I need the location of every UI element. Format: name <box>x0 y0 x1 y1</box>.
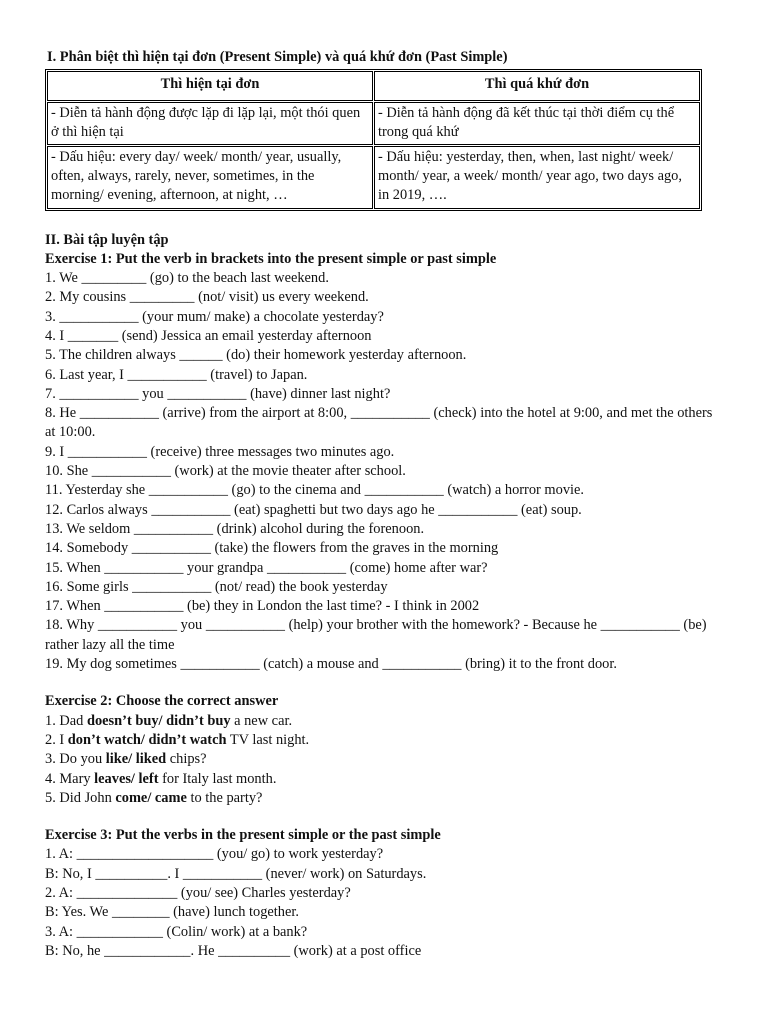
answer-options: come/ came <box>115 789 187 806</box>
list-item: B: No, he ____________. He __________ (work) at a post office <box>45 942 422 959</box>
list-item: 3. ___________ (your mum/ make) a chocolate yesterday? <box>45 308 384 325</box>
list-item: 1. We _________ (go) to the beach last weekend. <box>45 270 329 287</box>
list-item: 5. Did John come/ came to the party? <box>45 789 263 806</box>
exercise3-list <box>45 845 724 961</box>
list-item: 3. A: ____________ (Colin/ work) at a bank? <box>45 923 308 940</box>
list-item: 9. I ___________ (receive) three messages two minutes ago. <box>45 443 395 460</box>
list-item: 4. Mary leaves/ left for Italy last month. <box>45 770 277 787</box>
comparison-table <box>45 69 702 210</box>
section2-title: II. Bài tập luyện tập <box>45 231 169 248</box>
list-item: B: Yes. We ________ (have) lunch together. <box>45 904 299 921</box>
list-item: 1. A: ___________________ (you/ go) to work yesterday? <box>45 846 384 863</box>
table-cell-signals-present: - Dấu hiệu: every day/ week/ month/ year, usually, often, always, rarely, never, sometimes, in the morning/ evening, afternoon, at night, … <box>47 146 373 209</box>
list-item: 12. Carlos always ___________ (eat) spaghetti but two days ago he ___________ (eat) soup. <box>45 501 582 518</box>
table-header-past: Thì quá khứ đơn <box>374 71 700 100</box>
list-item: 19. My dog sometimes ___________ (catch) a mouse and ___________ (bring) it to the front door. <box>45 656 617 673</box>
list-item: 13. We seldom ___________ (drink) alcohol during the forenoon. <box>45 520 425 537</box>
list-item: 3. Do you like/ liked chips? <box>45 751 207 768</box>
list-item: B: No, I __________. I ___________ (never/ work) on Saturdays. <box>45 865 427 882</box>
table-cell-usage-past: - Diễn tả hành động đã kết thúc tại thời điểm cụ thể trong quá khứ <box>374 102 700 145</box>
list-item: 16. Some girls ___________ (not/ read) the book yesterday <box>45 578 388 595</box>
list-item: 4. I _______ (send) Jessica an email yesterday afternoon <box>45 328 372 344</box>
list-item: 6. Last year, I ___________ (travel) to Japan. <box>45 366 308 383</box>
exercise1-title: Exercise 1: Put the verb in brackets into the present simple or past simple <box>45 250 497 267</box>
list-item: 8. He ___________ (arrive) from the airport at 8:00, ___________ (check) into the hotel at 9:00, and met the others at 10:00. <box>45 405 713 441</box>
list-item: 18. Why ___________ you ___________ (help) your brother with the homework? - Because he ___________ (be) rather lazy all the time <box>45 617 707 653</box>
exercise3-title: Exercise 3: Put the verbs in the present simple or the past simple <box>45 827 441 844</box>
table-row <box>47 102 700 145</box>
list-item: 10. She ___________ (work) at the movie theater after school. <box>45 463 406 480</box>
answer-options: leaves/ left <box>94 770 159 787</box>
table-row <box>47 146 700 209</box>
table-header-present: Thì hiện tại đơn <box>47 71 373 100</box>
exercise2-title: Exercise 2: Choose the correct answer <box>45 693 279 710</box>
list-item: 11. Yesterday she ___________ (go) to the cinema and ___________ (watch) a horror movie. <box>45 482 585 499</box>
exercise1-list <box>45 269 724 674</box>
exercise2-list <box>45 712 724 808</box>
list-item: 2. I don’t watch/ didn’t watch TV last night. <box>45 731 310 748</box>
list-item: 17. When ___________ (be) they in London the last time? - I think in 2002 <box>45 598 480 615</box>
list-item: 2. A: ______________ (you/ see) Charles yesterday? <box>45 885 351 902</box>
table-cell-signals-past: - Dấu hiệu: yesterday, then, when, last night/ week/ month/ year, a week/ month/ year ago, two days ago, in 2019, …. <box>374 146 700 209</box>
list-item: 5. The children always ______ (do) their homework yesterday afternoon. <box>45 347 467 364</box>
answer-options: like/ liked <box>105 751 167 768</box>
answer-options: doesn’t buy/ didn’t buy <box>86 712 231 729</box>
list-item: 14. Somebody ___________ (take) the flowers from the graves in the morning <box>45 540 499 557</box>
table-cell-usage-present: - Diễn tả hành động được lặp đi lặp lại, một thói quen ở thì hiện tại <box>47 102 373 145</box>
list-item: 2. My cousins _________ (not/ visit) us every weekend. <box>45 289 369 306</box>
list-item: 15. When ___________ your grandpa ___________ (come) home after war? <box>45 559 488 576</box>
table-header-row <box>47 71 700 100</box>
list-item: 1. Dad doesn’t buy/ didn’t buy a new car. <box>45 712 293 729</box>
section1-title: I. Phân biệt thì hiện tại đơn (Present Simple) và quá khứ đơn (Past Simple) <box>47 49 508 65</box>
answer-options: don’t watch/ didn’t watch <box>67 731 227 748</box>
list-item: 7. ___________ you ___________ (have) dinner last night? <box>45 385 391 402</box>
